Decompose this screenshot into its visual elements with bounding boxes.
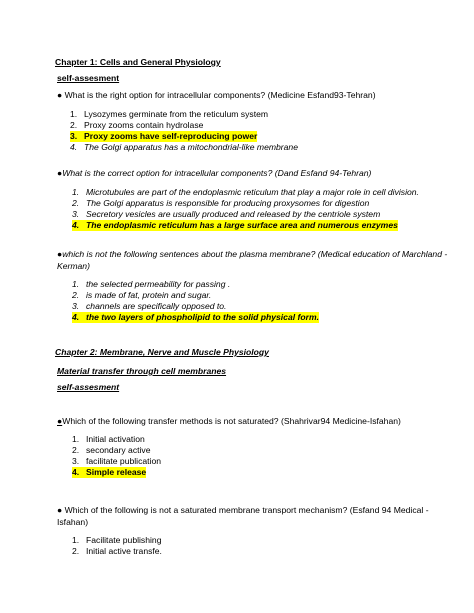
bullet-icon: ● [57,249,63,259]
q4-option-1 [72,434,145,445]
option-number: 1. [72,279,80,289]
option-text: Microtubules are part of the endoplasmic reticulum that play a major role in cell division. [86,187,419,197]
option-text: Lysozymes germinate from the reticulum system [84,109,269,119]
question-text: Which of the following is not a saturated membrane transport mechanism? (Esfand 94 Medical - [62,505,429,515]
option-number: 3. [72,209,80,219]
question-1 [57,90,376,101]
question-text: which is not the following sentences about the plasma membrane? (Medical education of Marchland - [62,249,448,259]
option-text: Simple release [86,467,147,477]
q4-option-4-answer [72,467,146,478]
chapter-1-subtitle: self-assesment [57,73,120,83]
chapter-1-title: Chapter 1: Cells and General Physiology [55,57,221,67]
option-number: 1. [72,187,80,197]
question-text: What is the right option for intracellular components? (Medicine Esfand93-Tehran) [62,90,376,100]
chapter-2-section: Material transfer through cell membranes [57,366,227,376]
q3-option-1 [72,279,230,290]
option-number: 1. [72,535,80,545]
option-number: 2. [72,445,80,455]
option-text: the selected permeability for passing . [86,279,231,289]
q1-option-4 [70,142,298,153]
q2-option-2 [72,198,369,209]
option-number: 1. [70,109,78,119]
q3-option-4-answer [72,312,319,323]
option-text: Initial active transfe. [86,546,162,556]
q5-option-1 [72,535,161,546]
question-4 [57,416,401,427]
bullet-icon: ● [57,168,63,178]
q2-option-3 [72,209,380,220]
option-number: 4. [70,142,78,152]
q2-option-1 [72,187,419,198]
q5-option-2 [72,546,162,557]
option-number: 1. [72,434,80,444]
option-text: facilitate publication [86,456,162,466]
option-text: channels are specifically opposed to. [86,301,227,311]
option-number: 2. [70,120,78,130]
option-text: the two layers of phospholipid to the solid physical form. [86,312,320,322]
option-number: 3. [70,131,78,141]
question-3 [57,249,447,260]
question-5 [57,505,429,516]
option-number: 4. [72,220,80,230]
option-text: Initial activation [86,434,145,444]
option-text: Facilitate publishing [86,535,162,545]
q4-option-3 [72,456,161,467]
option-text: The endoplasmic reticulum has a large surface area and numerous enzymes [86,220,398,230]
question-text: Which of the following transfer methods is not saturated? (Shahrivar94 Medicine-Isfahan) [62,416,401,426]
option-number: 3. [72,456,80,466]
option-text: Secretory vesicles are usually produced and released by the centriole system [86,209,381,219]
question-5-continued: Isfahan) [57,517,89,527]
q1-option-3-answer [70,131,257,142]
option-number: 2. [72,546,80,556]
q2-option-4-answer [72,220,398,231]
q4-option-2 [72,445,151,456]
q3-option-2 [72,290,211,301]
question-text: What is the correct option for intracellular components? (Dand Esfand 94-Tehran) [62,168,372,178]
bullet-icon: ● [57,90,63,100]
option-number: 4. [72,312,80,322]
bullet-icon: ● [57,505,63,515]
q3-option-3 [72,301,226,312]
option-text: The Golgi apparatus has a mitochondrial-like membrane [84,142,298,152]
option-text: is made of fat, protein and sugar. [86,290,212,300]
bullet-icon: ● [57,416,63,426]
chapter-2-subtitle: self-assesment [57,382,120,392]
q1-option-2 [70,120,203,131]
option-number: 2. [72,198,80,208]
option-number: 2. [72,290,80,300]
option-text: secondary active [86,445,151,455]
option-text: Proxy zooms contain hydrolase [84,120,204,130]
question-2 [57,168,371,179]
q1-option-1 [70,109,268,120]
option-text: The Golgi apparatus is responsible for producing proxysomes for digestion [86,198,370,208]
chapter-2-title: Chapter 2: Membrane, Nerve and Muscle Physiology [55,347,269,357]
question-3-continued: Kerman) [57,261,90,271]
option-number: 4. [72,467,80,477]
option-text: Proxy zooms have self-reproducing power [84,131,258,141]
option-number: 3. [72,301,80,311]
